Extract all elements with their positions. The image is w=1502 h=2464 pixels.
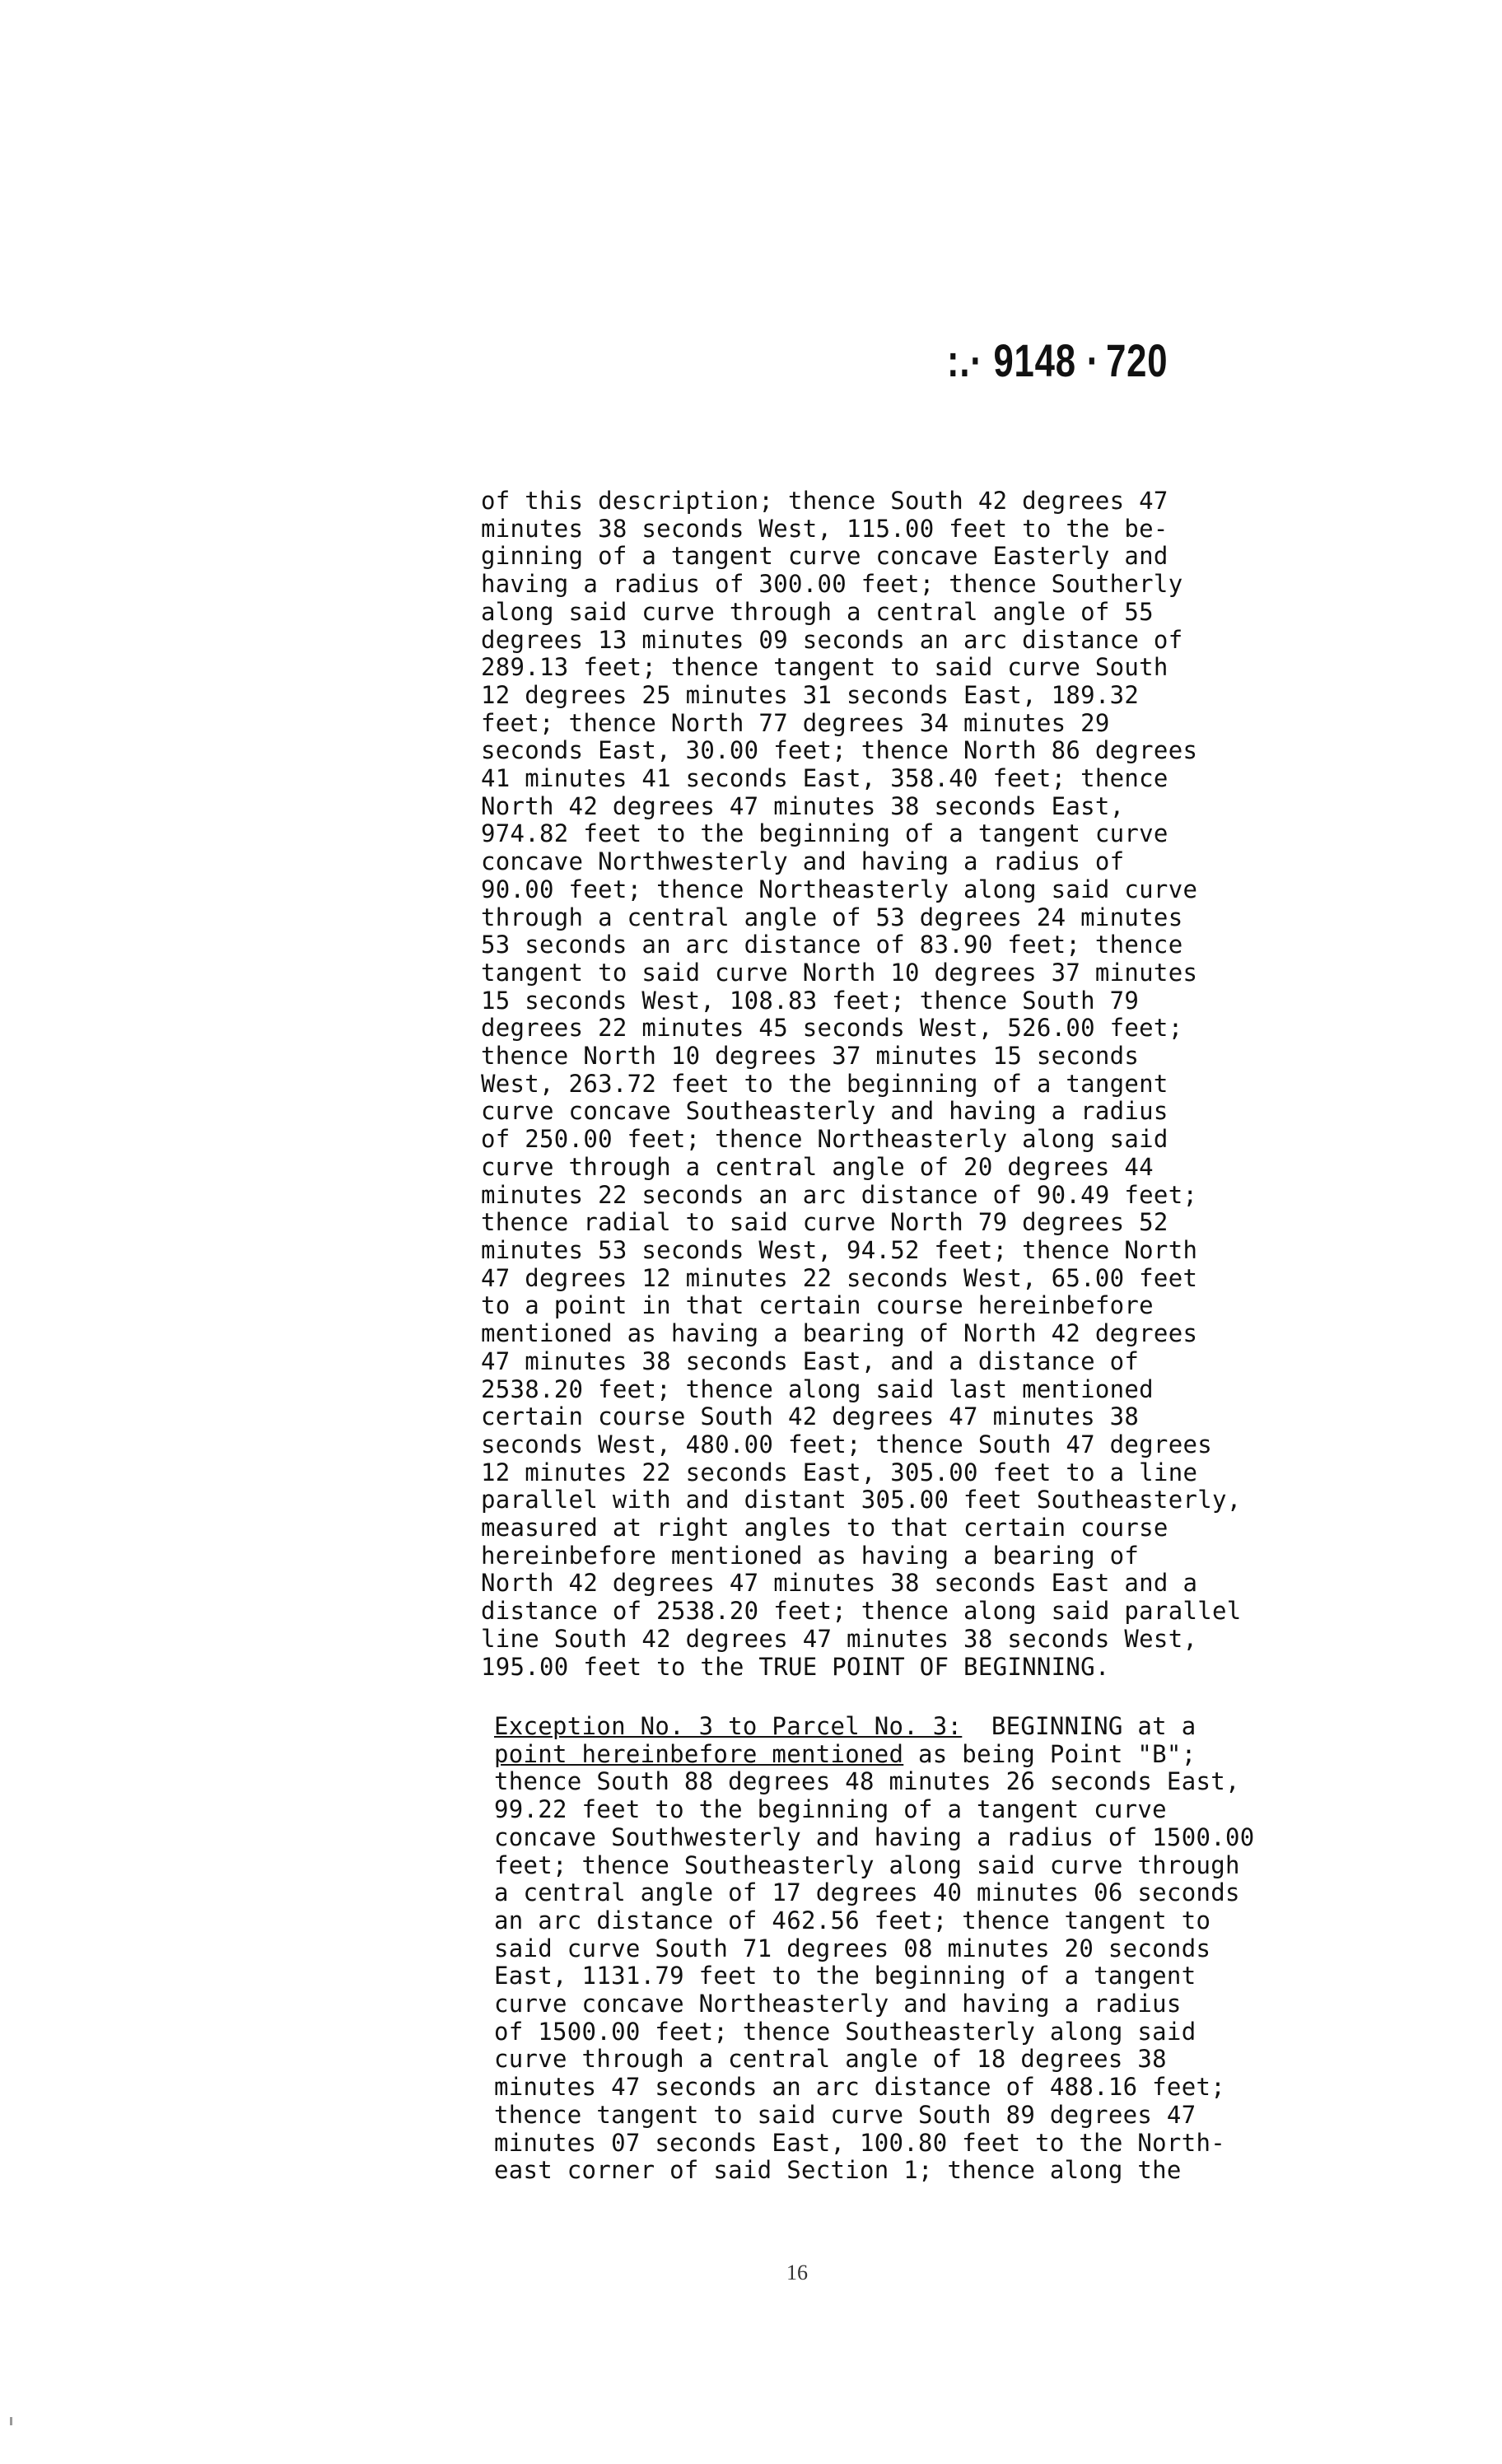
body-line: of this description; thence South 42 degrees 47 bbox=[481, 487, 1168, 515]
body-line: 15 seconds West, 108.83 feet; thence South 79 bbox=[481, 986, 1140, 1015]
body-line: thence radial to said curve North 79 degrees 52 bbox=[481, 1208, 1168, 1237]
exception-line: concave Southwesterly and having a radius of 1500.00 bbox=[494, 1822, 1255, 1851]
exception-section bbox=[494, 1713, 1416, 2185]
body-line: curve through a central angle of 20 degrees 44 bbox=[481, 1152, 1154, 1181]
body-line: minutes 38 seconds West, 115.00 feet to the be- bbox=[481, 514, 1168, 543]
exception-line: curve concave Northeasterly and having a radius bbox=[494, 1990, 1182, 2018]
body-line: concave Northwesterly and having a radius of bbox=[481, 847, 1125, 876]
exception-line: thence tangent to said curve South 89 degrees 47 bbox=[494, 2100, 1196, 2129]
exception-line: thence South 88 degrees 48 minutes 26 seconds East, bbox=[494, 1767, 1240, 1796]
exception-line: east corner of said Section 1; thence along the bbox=[494, 2156, 1182, 2185]
legal-description-paragraph bbox=[481, 488, 1403, 1681]
body-line: of 250.00 feet; thence Northeasterly along said bbox=[481, 1125, 1168, 1154]
body-line: 2538.20 feet; thence along said last mentioned bbox=[481, 1374, 1154, 1403]
exception-heading-reference: point hereinbefore mentioned bbox=[494, 1739, 904, 1768]
scan-speck bbox=[10, 2417, 12, 2425]
body-line: 47 degrees 12 minutes 22 seconds West, 65.00 feet bbox=[481, 1263, 1198, 1292]
exception-line: said curve South 71 degrees 08 minutes 20 seconds bbox=[494, 1934, 1211, 1962]
exception-line: East, 1131.79 feet to the beginning of a tangent bbox=[494, 1962, 1196, 1990]
body-line: degrees 13 minutes 09 seconds an arc distance of bbox=[481, 625, 1183, 654]
body-line: degrees 22 minutes 45 seconds West, 526.00 feet; bbox=[481, 1014, 1183, 1043]
body-line: 974.82 feet to the beginning of a tangent curve bbox=[481, 819, 1168, 848]
exception-line: an arc distance of 462.56 feet; thence tangent to bbox=[494, 1906, 1211, 1934]
body-line: 41 minutes 41 seconds East, 358.40 feet; thence bbox=[481, 764, 1168, 793]
body-line: minutes 22 seconds an arc distance of 90.49 feet; bbox=[481, 1180, 1198, 1209]
body-line: tangent to said curve North 10 degrees 37 minutes bbox=[481, 958, 1198, 987]
exception-heading: Exception No. 3 to Parcel No. 3: bbox=[494, 1712, 963, 1740]
exception-line: of 1500.00 feet; thence Southeasterly along said bbox=[494, 2017, 1196, 2046]
exception-heading-line-1 bbox=[494, 1713, 1416, 1741]
body-line: measured at right angles to that certain course bbox=[481, 1514, 1168, 1542]
body-line: distance of 2538.20 feet; thence along said parallel bbox=[481, 1597, 1242, 1626]
body-line: North 42 degrees 47 minutes 38 seconds East, bbox=[481, 791, 1125, 820]
body-line: curve concave Southeasterly and having a radius bbox=[481, 1097, 1168, 1126]
body-line: certain course South 42 degrees 47 minutes 38 bbox=[481, 1402, 1140, 1431]
body-line: feet; thence North 77 degrees 34 minutes 29 bbox=[481, 708, 1110, 737]
body-line: seconds East, 30.00 feet; thence North 86 degrees bbox=[481, 736, 1198, 765]
exception-heading-rest: BEGINNING at a bbox=[962, 1712, 1196, 1740]
exception-line: curve through a central angle of 18 degrees 38 bbox=[494, 2045, 1167, 2074]
exception-line: a central angle of 17 degrees 40 minutes 06 seconds bbox=[494, 1878, 1240, 1907]
body-line: 289.13 feet; thence tangent to said curve South bbox=[481, 653, 1168, 682]
body-line: West, 263.72 feet to the beginning of a tangent bbox=[481, 1069, 1168, 1098]
body-line: seconds West, 480.00 feet; thence South 47 degrees bbox=[481, 1430, 1212, 1458]
body-line: mentioned as having a bearing of North 42 degrees bbox=[481, 1319, 1198, 1348]
body-line: 12 degrees 25 minutes 31 seconds East, 189.32 bbox=[481, 680, 1140, 709]
body-line: 90.00 feet; thence Northeasterly along said curve bbox=[481, 875, 1198, 903]
body-line: having a radius of 300.00 feet; thence Southerly bbox=[481, 570, 1183, 599]
exception-heading-line2-rest: as being Point "B"; bbox=[903, 1739, 1196, 1768]
body-line: thence North 10 degrees 37 minutes 15 seconds bbox=[481, 1042, 1140, 1071]
body-line: 12 minutes 22 seconds East, 305.00 feet to a line bbox=[481, 1458, 1198, 1486]
body-line: along said curve through a central angle of 55 bbox=[481, 597, 1154, 626]
body-line: North 42 degrees 47 minutes 38 seconds East and a bbox=[481, 1569, 1198, 1598]
document-number: :.· 9148 · 720 bbox=[947, 334, 1168, 386]
body-line: to a point in that certain course hereinbefore bbox=[481, 1291, 1154, 1320]
body-line: 53 seconds an arc distance of 83.90 feet; thence bbox=[481, 931, 1183, 959]
exception-heading-line-2 bbox=[494, 1741, 1416, 1769]
page-number: 16 bbox=[786, 2261, 808, 2284]
exception-line: 99.22 feet to the beginning of a tangent curve bbox=[494, 1795, 1167, 1824]
exception-line: minutes 47 seconds an arc distance of 488.16 feet; bbox=[494, 2073, 1225, 2102]
body-line: through a central angle of 53 degrees 24 minutes bbox=[481, 903, 1183, 931]
exception-paragraph bbox=[494, 1768, 1416, 2185]
body-line: parallel with and distant 305.00 feet Southeasterly, bbox=[481, 1486, 1242, 1514]
body-line: line South 42 degrees 47 minutes 38 seconds West, bbox=[481, 1624, 1198, 1653]
body-line: ginning of a tangent curve concave Easterly and bbox=[481, 542, 1168, 571]
exception-line: minutes 07 seconds East, 100.80 feet to the North- bbox=[494, 2128, 1225, 2157]
body-line: 47 minutes 38 seconds East, and a distance of bbox=[481, 1346, 1140, 1375]
body-line: 195.00 feet to the TRUE POINT OF BEGINNING. bbox=[481, 1652, 1110, 1681]
body-line: hereinbefore mentioned as having a bearing of bbox=[481, 1541, 1140, 1570]
body-line: minutes 53 seconds West, 94.52 feet; thence North bbox=[481, 1235, 1198, 1264]
exception-line: feet; thence Southeasterly along said curve through bbox=[494, 1850, 1240, 1879]
